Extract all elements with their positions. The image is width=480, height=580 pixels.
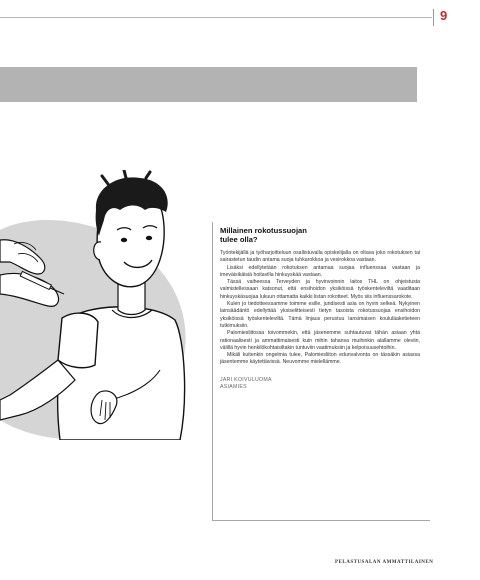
boy-left-eye: [121, 238, 127, 242]
article-paragraph: Tässä vaiheessa Terveyden ja hyvinvoinnin laitos THL on ohjeistusta valmistellessaan katsonut, että ensihoidon yksiköissä työskenteleviltä vaaditaan hinkuyskäsuojaa lukuun ottamatta kaikki listan rokotteet. Myös siis influenssarokote.: [220, 279, 420, 300]
article-paragraph: Palomiesliitossa toivommekin, että jäsenemme suhtautuvat tähän asiaan yhtä rationaalisesti ja ammattimaisesti kuin mihin tahansa muihinkin alallamme oleviin, välillä hyvin henkilökohtaisiltakin tuntuviin vaatimuksiin ja kelpoisuusehtoihin.: [220, 330, 420, 351]
column-divider: [212, 222, 213, 520]
article-paragraph: Kulen jo tiedotteessamme toimme esille, juridisesti asia on hyvin selkeä. Nykyinen lainsäädäntö edellyttää yksiselitteisesti tietyn tasoista rokotussuojaa ensihoidon yksiköissä työskenteleviltä. Tämä linjaus perustuu lansimaisen koululäaketieteen tutkimuksiin.: [220, 301, 420, 329]
article-title: [220, 226, 420, 244]
author-name: JARI KOIVULUOMA: [220, 376, 272, 383]
header-gray-band: [0, 67, 417, 102]
bottom-rule: [212, 520, 430, 521]
top-rule: [0, 17, 432, 18]
article-paragraph: Työntekijällä ja työharjoitteluun osallistuvalla opiskelijalla on oltava joko rokotuksen tai sairastetun taudin antama suoja tuhkarokkoa ja vesirokkoa vastaan.: [220, 250, 420, 264]
article-title-line1: Millainen rokotussuojan: [220, 226, 307, 235]
publication-name: PELASTUSALAN AMMATTILAINEN: [335, 560, 434, 565]
article-paragraph: Mikäli kuitenkin ongelmia tulee, Palomiesliiton edunvalvonta on tässäkin asiassa jäsentemme käytettävissä. Neuvomme mielellämme.: [220, 352, 420, 366]
page-number: 9: [440, 8, 448, 23]
article-paragraph: Lisäksi edellytetään rokotuksen antamaa suojaa influenssaa vastaan ja imeväisikäisiä hoitavilla hinkuyskää vastaan.: [220, 264, 420, 278]
page-number-divider: [433, 9, 434, 26]
article-title-line2: tulee olla?: [220, 235, 258, 244]
boy-sleeve: [58, 313, 98, 368]
boy-right-eye: [146, 236, 152, 240]
article-body: [220, 250, 420, 367]
article: [220, 226, 420, 391]
author-title: ASIAMIES: [220, 383, 247, 390]
vaccination-illustration: [0, 170, 212, 440]
byline: [220, 377, 420, 391]
